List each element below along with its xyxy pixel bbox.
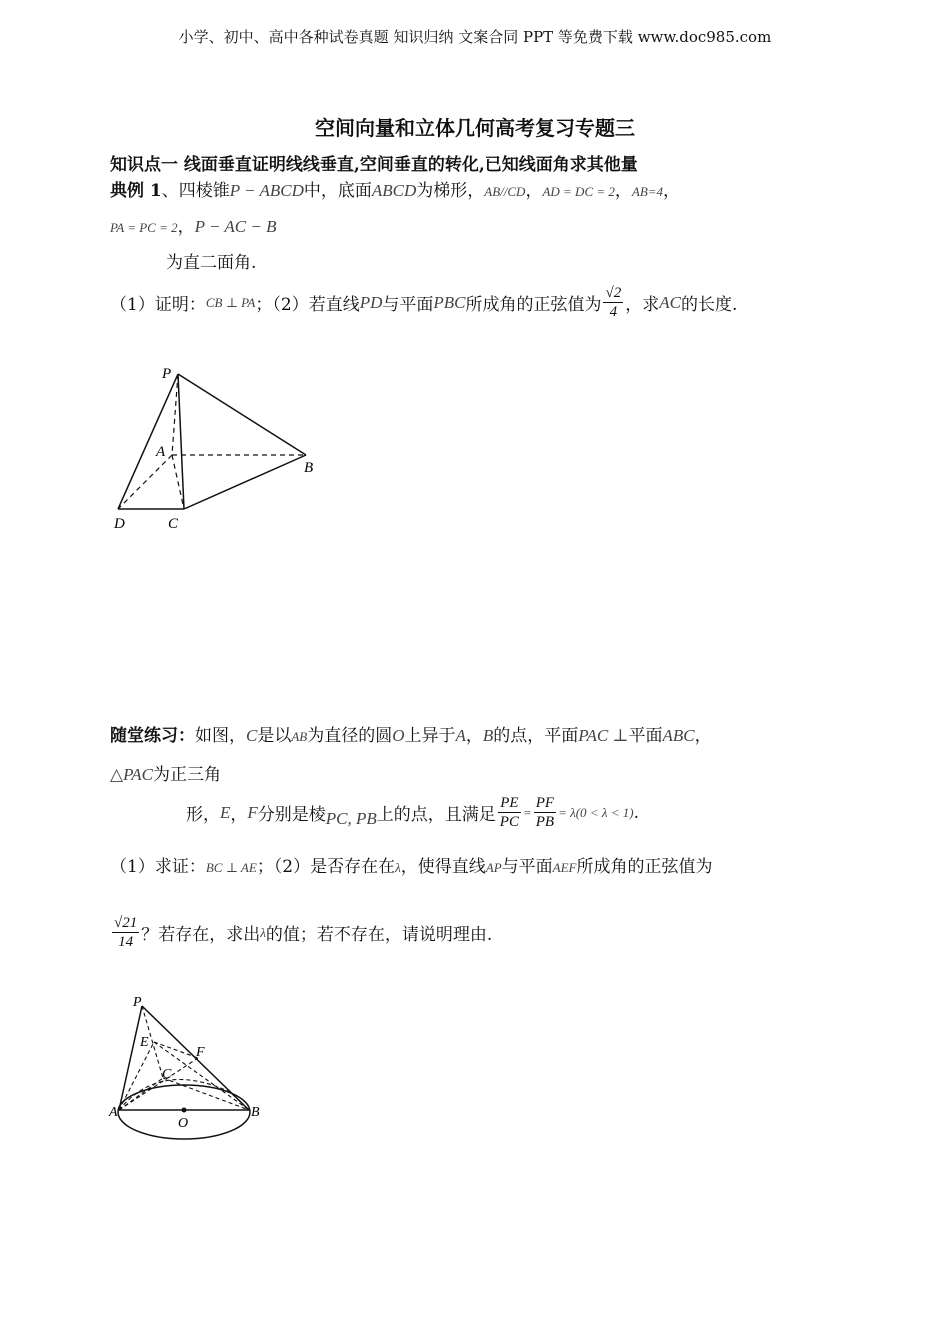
fig2-label-E: E <box>140 1035 149 1050</box>
fig1-label-B: B <box>304 460 314 476</box>
fig1-label-D: D <box>114 516 125 532</box>
example1-line3: 为直二面角. <box>166 253 257 273</box>
fig1-label-C: C <box>168 516 179 532</box>
practice-line4: （1）求证：BC ⊥ AE；（2）是否存在在λ，使得直线AP与平面AEF所成角的正弦值为 <box>110 857 713 877</box>
practice-line2: △PAC为正三角 <box>110 765 221 785</box>
center-point-O <box>182 1108 187 1113</box>
page-title: 空间向量和立体几何高考复习专题三 <box>315 116 635 140</box>
example1-line1: 典例 1、四棱锥P − ABCD中，底面ABCD为梯形，AB//CD，AD = DC = 2，AB=4， <box>110 181 681 201</box>
practice-line5: $\frac{√21}{14}$ ？若存在，求出 λ 的值；若不存在，请说明理由. <box>114 915 493 950</box>
page-header: 小学、初中、高中各种试卷真题 知识归纳 文案合同 PPT 等免费下载 www.doc985.com <box>178 28 772 46</box>
fig1-label-A: A <box>156 444 166 460</box>
fig2-label-C: C <box>162 1067 172 1082</box>
fig1-label-P: P <box>162 366 172 382</box>
fraction-PF-PB: $\frac{PF}{PB}$ <box>535 795 555 830</box>
circle-cone-figure <box>100 990 280 1140</box>
fraction-sqrt2-over-4: $\frac{√2}{4}$ <box>605 285 622 320</box>
fig2-label-A: A <box>109 1105 118 1120</box>
example1-questions: （1）证明： CB ⊥ PA ；（2）若直线 PD 与平面 PBC 所成角的正弦值为 $\frac{√2}{4}$ ，求 AC 的长度. <box>110 285 738 320</box>
fig2-label-P: P <box>133 995 142 1010</box>
fig2-label-F: F <box>196 1045 205 1060</box>
knowledge-point-heading: 知识点一 线面垂直证明线线垂直,空间垂直的转化,已知线面角求其他量 <box>110 155 638 175</box>
practice-line3: 形， E ， F 分别是棱 PC, PB 上的点，且满足 $\frac{PE}{PC}$ = $\frac{PF}{PB}$ = λ(0 < λ < 1) . <box>186 795 639 830</box>
practice-line1: 随堂练习：如图，C是以AB为直径的圆O上异于A，B的点，平面PAC ⊥平面ABC， <box>110 726 712 746</box>
practice-label: 随堂练习： <box>110 726 195 746</box>
fig2-label-O: O <box>178 1116 189 1131</box>
example1-line2: PA = PC = 2，P − AC − B <box>110 217 277 237</box>
fraction-PE-PC: $\frac{PE}{PC}$ <box>499 795 519 830</box>
pyramid-figure <box>100 360 340 540</box>
fraction-sqrt21-over-14: $\frac{√21}{14}$ <box>114 915 138 950</box>
fig2-label-B: B <box>251 1105 260 1120</box>
example1-label: 典例 1 <box>110 181 162 201</box>
